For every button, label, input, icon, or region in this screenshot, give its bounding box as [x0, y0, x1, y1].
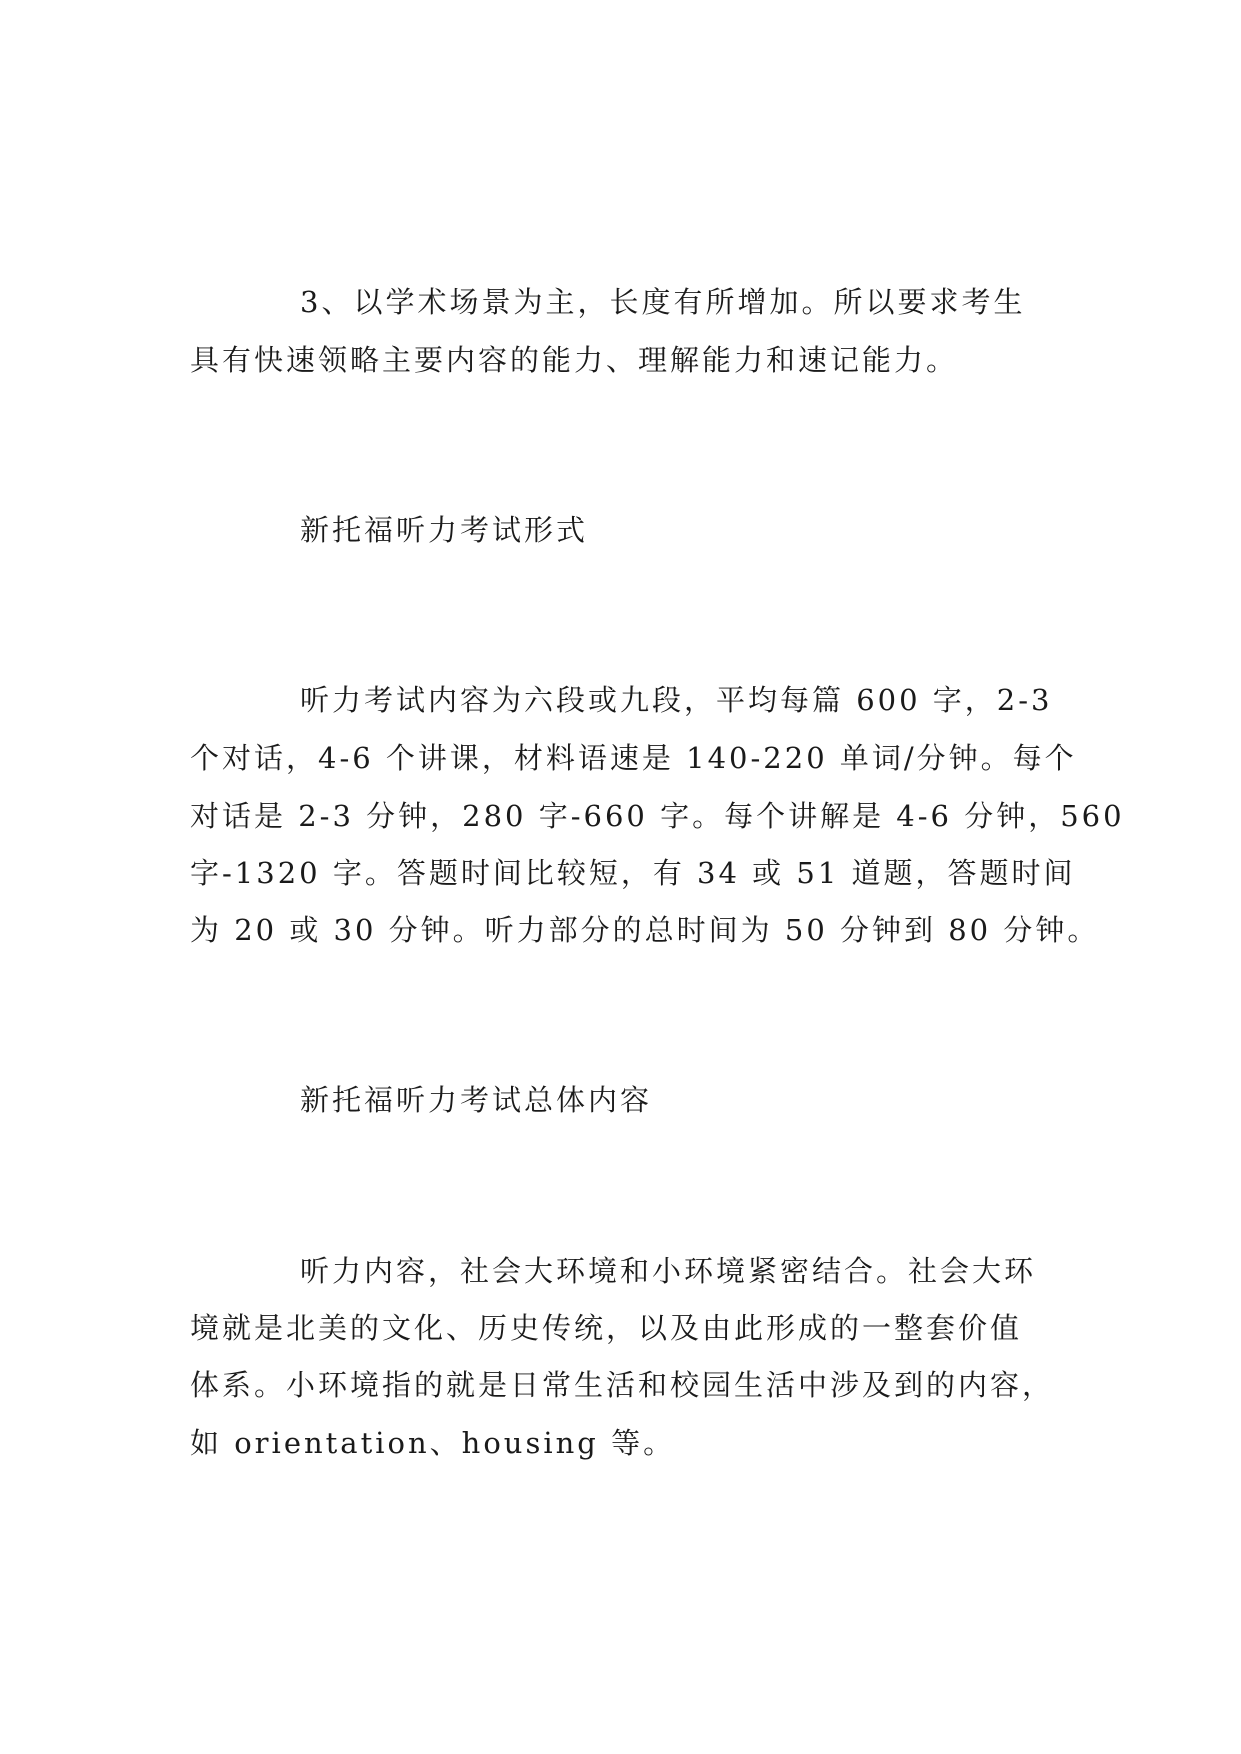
paragraph-2-line-1: 听力考试内容为六段或九段，平均每篇 600 字，2-3: [300, 683, 1053, 717]
paragraph-2-line-2: 个对话，4-6 个讲课，材料语速是 140-220 单词/分钟。每个: [190, 741, 1077, 775]
paragraph-1-line-1: 3、以学术场景为主，长度有所增加。所以要求考生: [300, 285, 1026, 319]
section-heading-content: 新托福听力考试总体内容: [300, 1083, 653, 1117]
paragraph-3-line-3: 体系。小环境指的就是日常生活和校园生活中涉及到的内容，: [190, 1368, 1055, 1402]
section-heading-format: 新托福听力考试形式: [300, 513, 589, 547]
paragraph-3-line-4: 如 orientation、housing 等。: [190, 1426, 676, 1460]
paragraph-3-line-2: 境就是北美的文化、历史传统，以及由此形成的一整套价值: [190, 1311, 1023, 1345]
paragraph-2-line-3: 对话是 2-3 分钟，280 字-660 字。每个讲解是 4-6 分钟，560: [190, 799, 1125, 833]
paragraph-3-line-1: 听力内容，社会大环境和小环境紧密结合。社会大环: [300, 1254, 1037, 1288]
paragraph-2-line-5: 为 20 或 30 分钟。听力部分的总时间为 50 分钟到 80 分钟。: [190, 913, 1100, 947]
paragraph-1-line-2: 具有快速领略主要内容的能力、理解能力和速记能力。: [190, 343, 959, 377]
paragraph-2-line-4: 字-1320 字。答题时间比较短，有 34 或 51 道题，答题时间: [190, 856, 1076, 890]
